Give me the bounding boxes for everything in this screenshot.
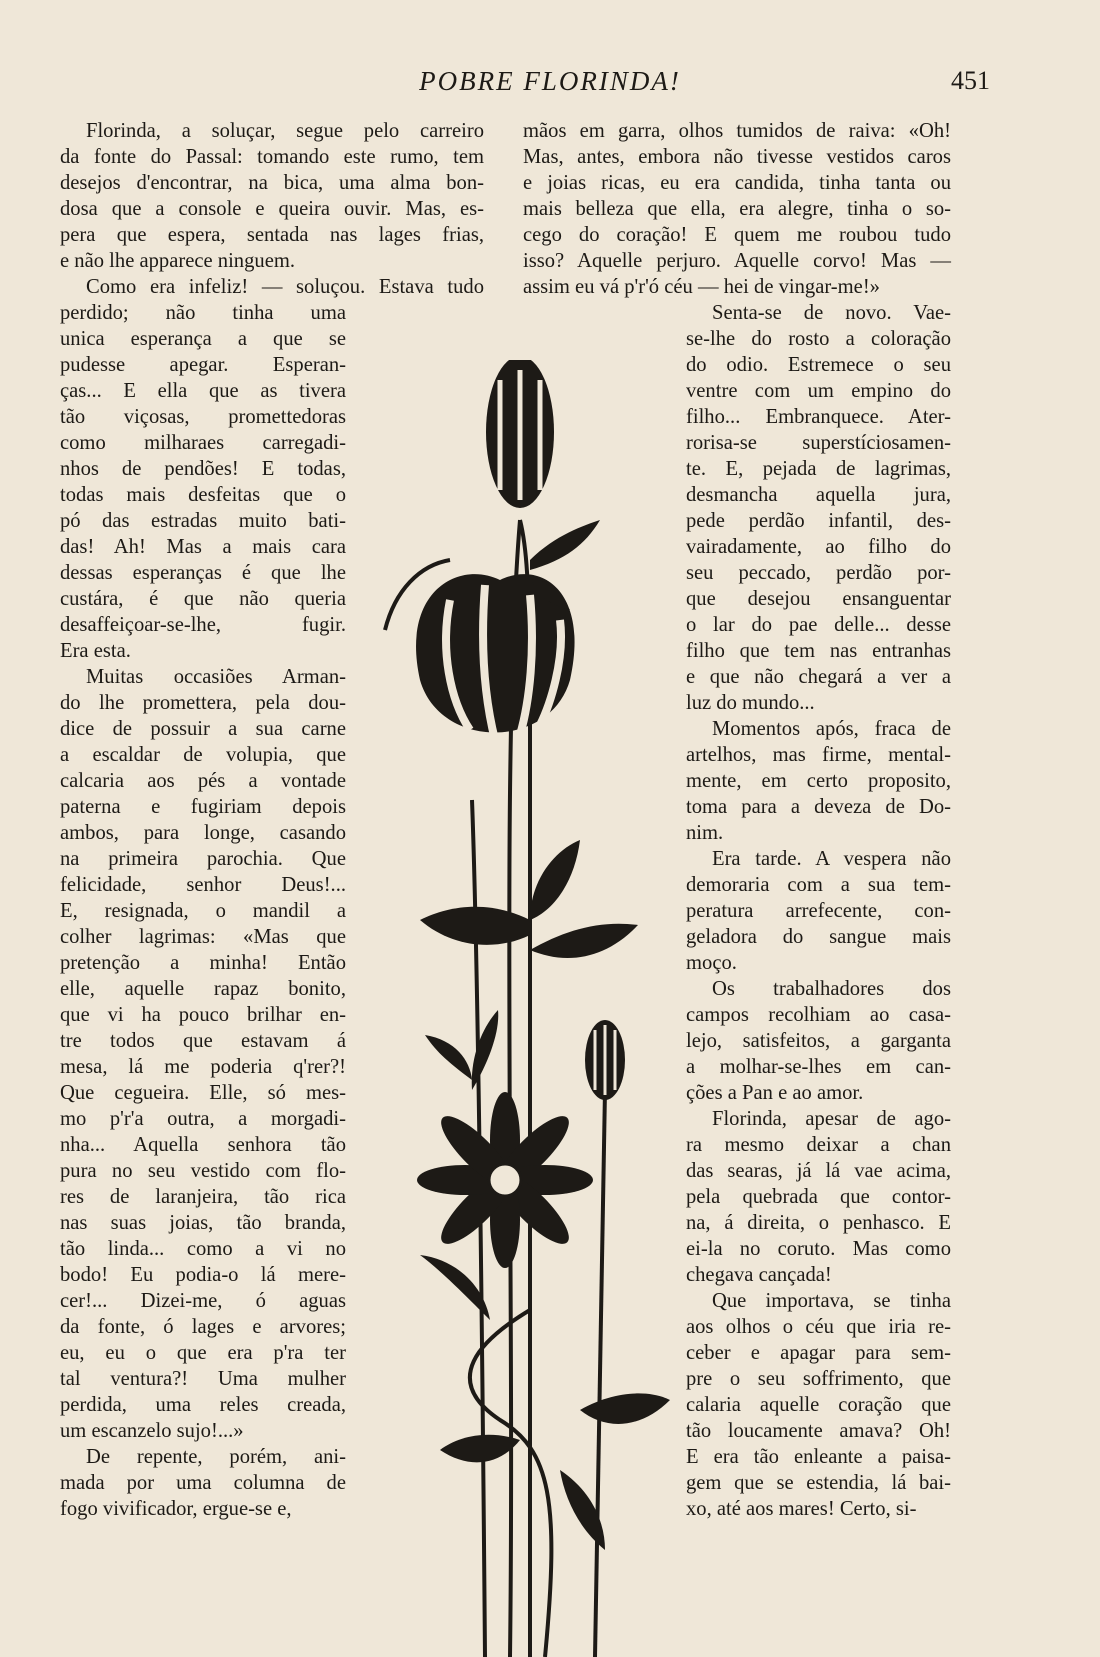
text-line: vairadamente, ao filho do xyxy=(686,536,951,558)
text-line: Os trabalhadores dos xyxy=(712,978,951,1000)
text-line: mesa, lá me poderia q'rer?! xyxy=(60,1056,346,1078)
text-line: mente, em certo proposito, xyxy=(686,770,951,792)
text-line: mãos em garra, olhos tumidos de raiva: «Oh! xyxy=(523,120,951,142)
text-line: e que não chegará a ver a xyxy=(686,666,951,688)
text-line: como milharaes carregadi- xyxy=(60,432,346,454)
text-line: elle, aquelle rapaz bonito, xyxy=(60,978,346,1000)
text-line: felicidade, senhor Deus!... xyxy=(60,874,346,896)
text-line: nim. xyxy=(686,822,724,844)
text-line: desmancha aquella jura, xyxy=(686,484,951,506)
text-line: res de laranjeira, tão rica xyxy=(60,1186,346,1208)
text-line: Mas, antes, embora não tivesse vestidos caros xyxy=(523,146,951,168)
text-line: moço. xyxy=(686,952,737,974)
text-line: pela quebrada que contor- xyxy=(686,1186,951,1208)
text-line: lejo, satisfeitos, a garganta xyxy=(686,1030,951,1052)
text-line: geladora do sangue mais xyxy=(686,926,951,948)
text-line: filho... Embranquece. Ater- xyxy=(686,406,951,428)
text-line: toma para a deveza de Do- xyxy=(686,796,951,818)
text-line: ei-la no coruto. Mas como xyxy=(686,1238,951,1260)
text-line: tre todos que estavam á xyxy=(60,1030,346,1052)
text-line: cer!... Dizei-me, ó aguas xyxy=(60,1290,346,1312)
text-line: mo p'r'a outra, a morgadi- xyxy=(60,1108,346,1130)
text-line: da fonte, ó lages e arvores; xyxy=(60,1316,346,1338)
text-line: se-lhe do rosto a coloração xyxy=(686,328,951,350)
text-line: filho que tem nas entranhas xyxy=(686,640,951,662)
text-line: nha... Aquella senhora tão xyxy=(60,1134,346,1156)
text-line: peratura arrefecente, con- xyxy=(686,900,951,922)
text-line: pura no seu vestido com flo- xyxy=(60,1160,346,1182)
text-line: ambos, para longe, casando xyxy=(60,822,346,844)
text-line: Muitas occasiões Arman- xyxy=(86,666,346,688)
text-line: Senta-se de novo. Vae- xyxy=(712,302,951,324)
bud-icon xyxy=(486,360,554,508)
daisy-flower-icon xyxy=(417,1092,593,1268)
text-line: pudesse apegar. Esperan- xyxy=(60,354,346,376)
text-line: luz do mundo... xyxy=(686,692,815,714)
text-line: xo, até aos mares! Certo, si- xyxy=(686,1498,917,1520)
text-line: Florinda, apesar de ago- xyxy=(712,1108,951,1130)
text-line: das searas, já lá vae acima, xyxy=(686,1160,951,1182)
text-line: que vi ha pouco brilhar en- xyxy=(60,1004,346,1026)
text-line: Momentos após, fraca de xyxy=(712,718,951,740)
text-line: pó das estradas muito bati- xyxy=(60,510,346,532)
text-line: ças... E ella que as tivera xyxy=(60,380,346,402)
text-line: Era esta. xyxy=(60,640,131,662)
text-line: calcaria aos pés a vontade xyxy=(60,770,346,792)
text-line: te. E, pejada de lagrimas, xyxy=(686,458,951,480)
text-line: bodo! Eu podia-o lá mere- xyxy=(60,1264,346,1286)
text-line: seu peccado, perdão por- xyxy=(686,562,951,584)
text-line: mada por uma columna de xyxy=(60,1472,346,1494)
text-line: do odio. Estremece o seu xyxy=(686,354,951,376)
text-line: Como era infeliz! — soluçou. Estava tudo xyxy=(86,276,484,298)
text-line: ra mesmo deixar a chan xyxy=(686,1134,951,1156)
text-line: na, á direita, o penhasco. E xyxy=(686,1212,951,1234)
text-line: dessas esperanças é que lhe xyxy=(60,562,346,584)
text-line: De repente, porém, ani- xyxy=(86,1446,346,1468)
text-line: paterna e fugiriam depois xyxy=(60,796,346,818)
text-line: tão linda... como a vi no xyxy=(60,1238,346,1260)
text-line: E era tão enleante a paisa- xyxy=(686,1446,951,1468)
text-line: e joias ricas, eu era candida, tinha tanta ou xyxy=(523,172,951,194)
text-line: e não lhe apparece ninguem. xyxy=(60,250,295,272)
text-line: ventre com um empino do xyxy=(686,380,951,402)
text-line: colher lagrimas: «Mas que xyxy=(60,926,346,948)
text-line: perdido; não tinha uma xyxy=(60,302,346,324)
text-line: ções a Pan e ao amor. xyxy=(686,1082,864,1104)
text-line: ceber e apagar para sem- xyxy=(686,1342,951,1364)
text-line: perdida, uma reles creada, xyxy=(60,1394,346,1416)
text-line: a molhar-se-lhes em can- xyxy=(686,1056,951,1078)
text-line: todas mais desfeitas que o xyxy=(60,484,346,506)
page-number: 451 xyxy=(951,66,990,95)
text-line: isso? Aquelle perjuro. Aquelle corvo! Mas — xyxy=(523,250,951,272)
text-line: que desejou ensanguentar xyxy=(686,588,951,610)
text-line: gem que se estendia, lá bai- xyxy=(686,1472,951,1494)
text-line: Que importava, se tinha xyxy=(712,1290,951,1312)
text-line: calaria aquelle coração que xyxy=(686,1394,951,1416)
text-line: pretenção a minha! Então xyxy=(60,952,346,974)
text-line: artelhos, mas firme, mental- xyxy=(686,744,951,766)
text-line: do lhe promettera, pela dou- xyxy=(60,692,346,714)
running-title: POBRE FLORINDA! xyxy=(419,66,681,96)
lower-leaf-icon xyxy=(420,1255,670,1550)
text-line: desejos d'encontrar, na bica, uma alma bon- xyxy=(60,172,484,194)
text-line: cego do coração! E quem me roubou tudo xyxy=(523,224,951,246)
text-line: demoraria com a sua tem- xyxy=(686,874,951,896)
text-line: da fonte do Passal: tomando este rumo, tem xyxy=(60,146,484,168)
text-line: das! Ah! Mas a mais cara xyxy=(60,536,346,558)
text-line: tão loucamente amava? Oh! xyxy=(686,1420,951,1442)
text-line: eu, eu o que era p'ra ter xyxy=(60,1342,346,1364)
text-line: custára, é que não queria xyxy=(60,588,346,610)
text-line: unica esperança a que se xyxy=(60,328,346,350)
small-bud-icon xyxy=(585,1020,625,1100)
text-line: um escanzelo sujo!...» xyxy=(60,1420,244,1442)
text-line: Era tarde. A vespera não xyxy=(712,848,951,870)
text-line: aos olhos o céu que iria re- xyxy=(686,1316,951,1338)
text-line: desaffeiçoar-se-lhe, fugir. xyxy=(60,614,346,636)
text-line: campos recolhiam ao casa- xyxy=(686,1004,951,1026)
text-line: Florinda, a soluçar, segue pelo carreiro xyxy=(86,120,484,142)
text-line: pede perdão infantil, des- xyxy=(686,510,951,532)
text-line: na primeira parochia. Que xyxy=(60,848,346,870)
text-line: nas suas joias, tão branda, xyxy=(60,1212,346,1234)
text-line: dosa que a console e queira ouvir. Mas, es- xyxy=(60,198,484,220)
text-line: dice de possuir a sua carne xyxy=(60,718,346,740)
flower-column-illustration xyxy=(380,360,740,1657)
text-line: tal ventura?! Uma mulher xyxy=(60,1368,346,1390)
text-line: assim eu vá p'r'ó céu — hei de vingar-me!» xyxy=(523,276,880,298)
text-line: tão viçosas, promettedoras xyxy=(60,406,346,428)
text-line: mais belleza que ella, era alegre, tinha o so- xyxy=(523,198,951,220)
text-line: pera que espera, sentada nas lages frias, xyxy=(60,224,484,246)
text-line: o lar do pae delle... desse xyxy=(686,614,951,636)
text-line: a escaldar de volupia, que xyxy=(60,744,346,766)
text-line: chegava cançada! xyxy=(686,1264,832,1286)
text-line: Que cegueira. Elle, só mes- xyxy=(60,1082,346,1104)
text-line: fogo vivificador, ergue-se e, xyxy=(60,1498,292,1520)
text-line: pre o seu soffrimento, que xyxy=(686,1368,951,1390)
text-line: rorisa-se superstíciosamen- xyxy=(686,432,951,454)
text-line: E, resignada, o mandil a xyxy=(60,900,346,922)
text-line: nhos de pendões! E todas, xyxy=(60,458,346,480)
